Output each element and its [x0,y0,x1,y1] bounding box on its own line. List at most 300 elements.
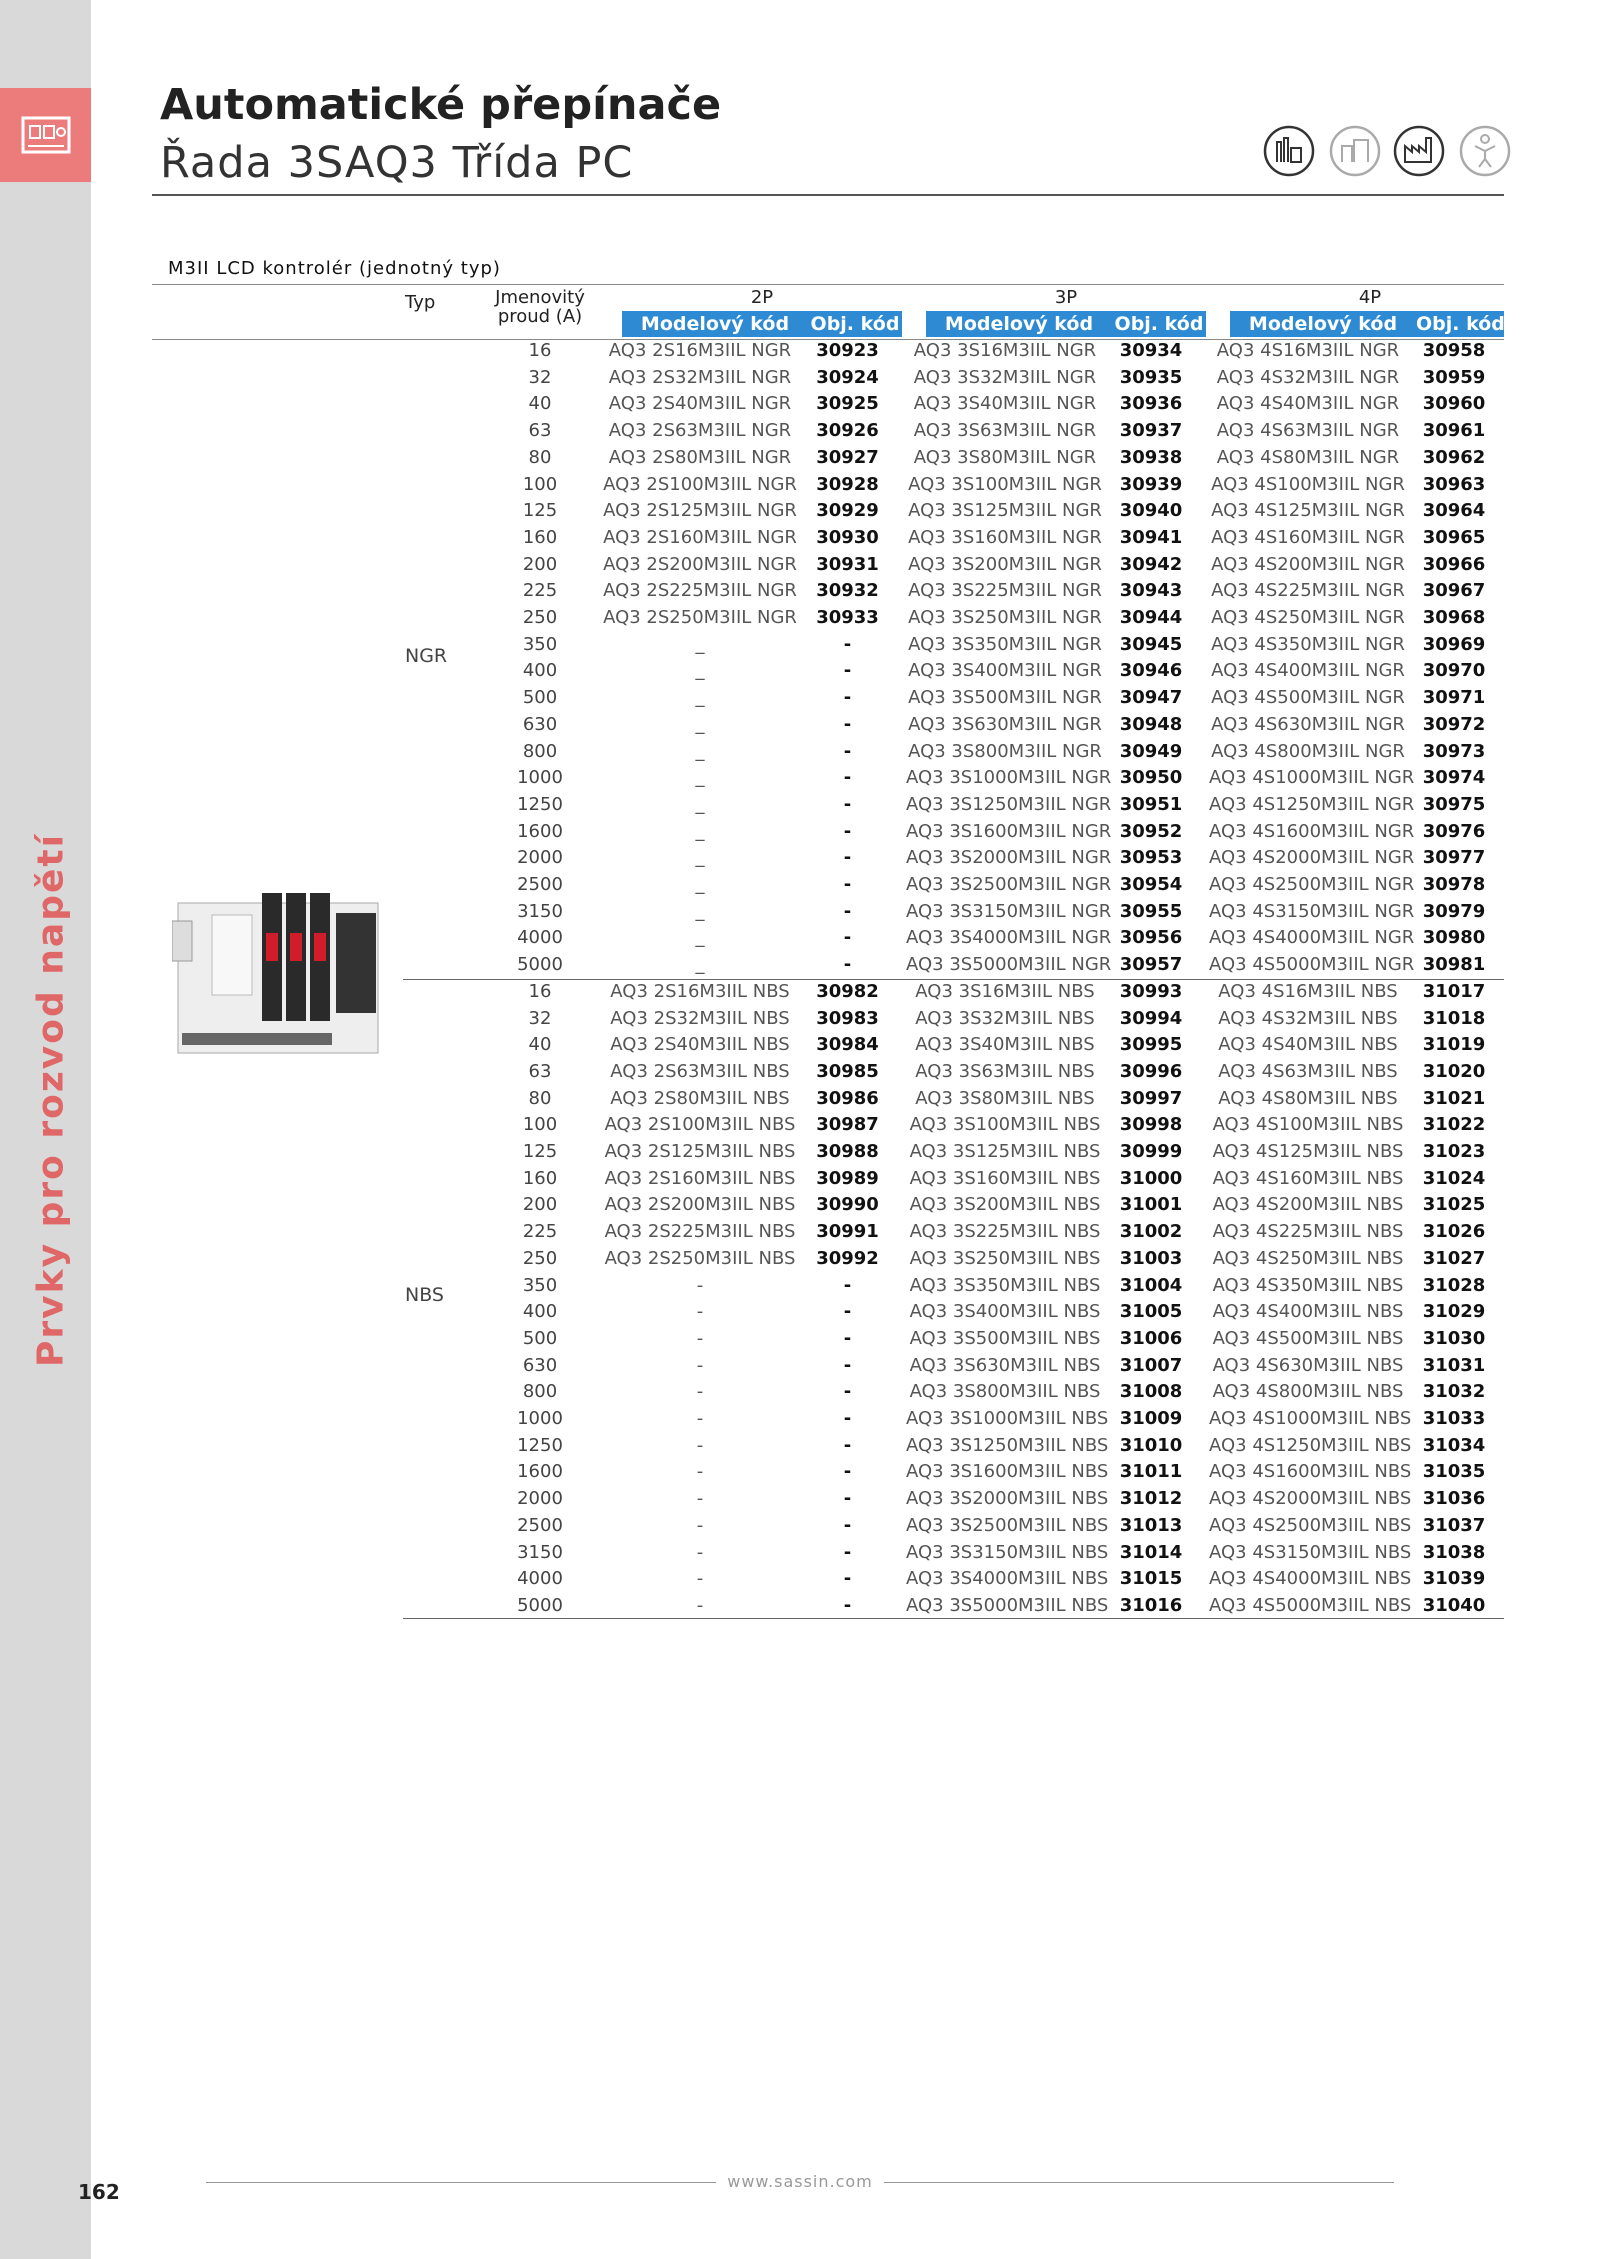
order-code-4p-cell: 30958 [1422,340,1486,361]
table-row [0,1246,1600,1273]
table-row [0,1139,1600,1166]
table-row [0,578,1600,605]
order-code-4p-cell: 31023 [1422,1141,1486,1162]
model-code-3p-cell: AQ3 3S400M3IIL NBS [909,1301,1101,1323]
model-code-3p-cell: AQ3 3S4000M3IIL NGR [906,927,1112,949]
order-code-3p-cell: 30951 [1119,793,1183,815]
model-code-4p-cell: AQ3 4S1000M3IIL NGR [1209,767,1415,789]
order-code-4p-cell: 30968 [1422,607,1486,628]
order-code-2p-cell: 30983 [816,1007,879,1029]
current-cell: 400 [522,1301,558,1323]
order-code-4p-cell: 30979 [1422,900,1486,922]
model-code-2p-cell: AQ3 2S40M3IIL NGR [608,393,792,415]
model-code-4p-cell: AQ3 4S2000M3IIL NBS [1209,1488,1412,1510]
model-code-4p-cell: AQ3 4S500M3IIL NGR [1211,687,1405,709]
model-code-4p-cell: AQ3 4S160M3IIL NGR [1211,526,1405,548]
order-code-2p-cell: 30923 [816,340,879,361]
model-code-4p-cell: AQ3 4S350M3IIL NGR [1211,633,1405,655]
order-code-2p-cell: 30982 [816,980,879,1002]
order-code-2p-cell: - [843,793,852,815]
order-code-4p-cell: 30970 [1422,660,1486,682]
order-code-4p-cell: 30969 [1422,633,1486,655]
model-code-3p-cell: AQ3 3S1250M3IIL NBS [906,1434,1109,1456]
model-code-4p-cell: AQ3 4S100M3IIL NGR [1211,473,1405,495]
table-row [0,525,1600,552]
table-row [0,1006,1600,1033]
order-code-2p-cell: 30924 [816,366,879,388]
order-code-2p-cell: - [843,1461,852,1483]
model-code-2p-cell: AQ3 2S40M3IIL NBS [610,1034,790,1056]
order-code-2p-cell: 30984 [816,1034,879,1056]
table-row [0,1459,1600,1486]
current-cell: 5000 [517,954,563,976]
order-code-2p-cell: - [843,927,852,949]
order-code-4p-cell: 31021 [1422,1087,1486,1109]
table-row [0,472,1600,499]
order-code-3p-cell: 30957 [1119,954,1183,976]
current-cell: 200 [522,553,558,575]
current-cell: 250 [522,607,558,628]
model-code-2p-cell: _ [695,927,705,949]
footer-url: www.sassin.com [727,2172,873,2191]
order-code-2p-cell: 30929 [816,500,879,522]
office-building-icon [1328,124,1382,178]
model-code-3p-cell: AQ3 3S2000M3IIL NGR [906,847,1112,869]
model-code-3p-cell: AQ3 3S63M3IIL NGR [913,420,1097,442]
order-code-3p-cell: 30952 [1119,820,1183,842]
model-code-4p-cell: AQ3 4S250M3IIL NBS [1212,1247,1404,1269]
order-code-3p-cell: 30949 [1119,740,1183,762]
model-code-4p-cell: AQ3 4S1000M3IIL NBS [1209,1408,1412,1429]
model-code-2p-cell: _ [695,820,705,842]
order-code-4p-cell: 30966 [1422,553,1486,575]
table-row [0,1540,1600,1567]
table-row [0,391,1600,418]
model-code-3p-cell: AQ3 3S4000M3IIL NBS [906,1568,1109,1590]
model-code-3p-cell: AQ3 3S200M3IIL NGR [908,553,1102,575]
page-subtitle: Řada 3SAQ3 Třída PC [160,138,634,188]
current-cell: 225 [522,580,558,602]
current-cell: 4000 [517,1568,563,1590]
order-code-2p-cell: - [843,767,852,789]
current-cell: 3150 [517,1541,563,1563]
model-code-4p-cell: AQ3 4S225M3IIL NBS [1212,1221,1404,1243]
table-row [0,365,1600,392]
model-code-3p-cell: AQ3 3S40M3IIL NGR [913,393,1097,415]
model-code-3p-cell: AQ3 3S5000M3IIL NGR [906,954,1112,976]
model-code-4p-cell: AQ3 4S800M3IIL NGR [1211,740,1405,762]
current-cell: 63 [528,1060,552,1082]
model-code-3p-cell: AQ3 3S32M3IIL NGR [913,366,1097,388]
table-row [0,1433,1600,1460]
order-code-2p-cell: - [843,820,852,842]
current-cell: 100 [522,473,558,495]
order-code-2p-cell: 30992 [816,1247,879,1269]
order-code-2p-cell: - [843,847,852,869]
order-code-4p-cell: 30967 [1422,580,1486,602]
model-code-2p-cell: _ [695,633,705,655]
current-cell: 63 [528,420,552,442]
order-code-4p-cell: 31033 [1422,1408,1486,1429]
switch-device-icon [20,110,72,160]
model-code-2p-cell: - [696,1594,704,1616]
model-code-2p-cell: _ [695,793,705,815]
order-code-4p-cell: 30980 [1422,927,1486,949]
model-code-3p-cell: AQ3 3S400M3IIL NGR [908,660,1102,682]
order-code-3p-cell: 30999 [1119,1141,1183,1162]
model-code-3p-cell: AQ3 3S500M3IIL NGR [908,687,1102,709]
order-code-3p-cell: 30994 [1119,1007,1183,1029]
model-code-4p-cell: AQ3 4S5000M3IIL NGR [1209,954,1415,976]
order-code-4p-cell: 30965 [1422,526,1486,548]
order-code-4p-cell: 31028 [1422,1274,1486,1296]
order-code-4p-cell: 31017 [1422,980,1486,1002]
model-code-2p-cell: AQ3 2S63M3IIL NGR [608,420,792,442]
order-code-3p-cell: 31002 [1119,1221,1183,1243]
model-code-3p-cell: AQ3 3S800M3IIL NGR [908,740,1102,762]
order-code-2p-cell: - [843,1594,852,1616]
model-code-4p-cell: AQ3 4S200M3IIL NGR [1211,553,1405,575]
current-cell: 250 [522,1247,558,1269]
order-code-4p-cell: 30972 [1422,713,1486,735]
table-row [0,1406,1600,1433]
model-code-3p-cell: AQ3 3S80M3IIL NGR [913,446,1097,468]
order-code-2p-cell: - [843,740,852,762]
order-code-3p-cell: 31015 [1119,1568,1183,1590]
order-code-2p-cell: - [843,660,852,682]
model-code-2p-cell: _ [695,740,705,762]
model-code-3p-cell: AQ3 3S63M3IIL NBS [915,1060,1095,1082]
model-code-4p-cell: AQ3 4S800M3IIL NBS [1212,1381,1404,1403]
current-cell: 3150 [517,900,563,922]
model-code-3p-cell: AQ3 3S2500M3IIL NBS [906,1514,1109,1536]
order-code-4p-cell: 31020 [1422,1060,1486,1082]
order-code-3p-cell: 30934 [1119,340,1183,361]
order-code-2p-cell: 30927 [816,446,879,468]
order-code-3p-cell: 31001 [1119,1194,1183,1216]
model-code-2p-cell: AQ3 2S160M3IIL NGR [603,526,797,548]
current-cell: 2500 [517,874,563,895]
model-code-2p-cell: - [696,1274,704,1296]
model-code-4p-cell: AQ3 4S225M3IIL NGR [1211,580,1405,602]
current-cell: 100 [522,1114,558,1136]
order-code-2p-cell: 30989 [816,1167,879,1189]
type-label-nbs: NBS [405,1284,444,1306]
order-code-2p-cell: - [843,1568,852,1590]
current-cell: 16 [528,340,552,361]
model-code-3p-cell: AQ3 3S225M3IIL NGR [908,580,1102,602]
order-code-2p-cell: 30987 [816,1114,879,1136]
order-code-3p-cell: 30955 [1119,900,1183,922]
model-code-3p-cell: AQ3 3S1600M3IIL NBS [906,1461,1109,1483]
current-cell: 80 [528,446,552,468]
model-code-2p-cell: AQ3 2S16M3IIL NGR [608,340,792,361]
table-row [0,819,1600,846]
current-cell: 630 [522,713,558,735]
table-row [0,338,1600,365]
table-row [0,1593,1600,1620]
model-code-2p-cell: - [696,1514,704,1536]
order-code-4p-cell: 30973 [1422,740,1486,762]
current-cell: 160 [522,526,558,548]
model-code-header-2p: Modelový kód [622,311,808,337]
model-code-2p-cell: AQ3 2S16M3IIL NBS [610,980,790,1002]
page-number: 162 [78,2180,120,2204]
current-cell: 350 [522,633,558,655]
model-code-3p-cell: AQ3 3S1600M3IIL NGR [906,820,1112,842]
model-code-3p-cell: AQ3 3S3150M3IIL NGR [906,900,1112,922]
order-code-3p-cell: 30995 [1119,1034,1183,1056]
order-code-4p-cell: 30961 [1422,420,1486,442]
order-code-2p-cell: 30991 [816,1221,879,1243]
table-row [0,605,1600,632]
order-code-2p-cell: 30933 [816,607,879,628]
model-code-3p-cell: AQ3 3S800M3IIL NBS [909,1381,1101,1403]
model-code-3p-cell: AQ3 3S5000M3IIL NBS [906,1594,1109,1616]
order-code-4p-cell: 31027 [1422,1247,1486,1269]
type-header: Typ [405,292,436,313]
model-code-3p-cell: AQ3 3S100M3IIL NGR [908,473,1102,495]
current-cell: 80 [528,1087,552,1109]
table-row [0,1353,1600,1380]
order-code-4p-cell: 31029 [1422,1301,1486,1323]
table-row [0,445,1600,472]
model-code-3p-cell: AQ3 3S250M3IIL NGR [908,607,1102,628]
order-code-3p-cell: 31012 [1119,1488,1183,1510]
model-code-4p-cell: AQ3 4S500M3IIL NBS [1212,1327,1404,1349]
order-code-header-2p: Obj. kód [808,311,902,337]
order-code-3p-cell: 31014 [1119,1541,1183,1563]
model-code-3p-cell: AQ3 3S200M3IIL NBS [909,1194,1101,1216]
order-code-3p-cell: 31004 [1119,1274,1183,1296]
order-code-4p-cell: 30977 [1422,847,1486,869]
model-code-3p-cell: AQ3 3S500M3IIL NBS [909,1327,1101,1349]
table-bottom-rule [403,1618,1504,1619]
model-code-4p-cell: AQ3 4S350M3IIL NBS [1212,1274,1404,1296]
order-code-4p-cell: 30981 [1422,954,1486,976]
model-code-2p-cell: _ [695,847,705,869]
model-code-4p-cell: AQ3 4S630M3IIL NBS [1212,1354,1404,1376]
order-code-4p-cell: 31035 [1422,1461,1486,1483]
order-code-4p-cell: 31032 [1422,1381,1486,1403]
model-code-4p-cell: AQ3 4S4000M3IIL NGR [1209,927,1415,949]
table-row [0,498,1600,525]
current-cell: 1000 [517,767,563,789]
model-code-3p-cell: AQ3 3S125M3IIL NGR [908,500,1102,522]
table-row [0,1326,1600,1353]
model-code-4p-cell: AQ3 4S63M3IIL NGR [1216,420,1400,442]
order-code-3p-cell: 30956 [1119,927,1183,949]
order-code-3p-cell: 30950 [1119,767,1183,789]
order-code-3p-cell: 31010 [1119,1434,1183,1456]
model-code-2p-cell: _ [695,713,705,735]
order-code-4p-cell: 30962 [1422,446,1486,468]
table-row [0,632,1600,659]
model-code-4p-cell: AQ3 4S80M3IIL NBS [1218,1087,1398,1109]
current-cell: 225 [522,1221,558,1243]
table-row [0,872,1600,899]
order-code-2p-cell: - [843,1408,852,1429]
current-cell: 500 [522,1327,558,1349]
current-cell: 2000 [517,847,563,869]
order-code-2p-cell: - [843,633,852,655]
model-code-4p-cell: AQ3 4S40M3IIL NGR [1216,393,1400,415]
model-code-4p-cell: AQ3 4S1250M3IIL NBS [1209,1434,1412,1456]
model-code-2p-cell: _ [695,954,705,976]
current-cell: 800 [522,1381,558,1403]
order-code-4p-cell: 31037 [1422,1514,1486,1536]
order-code-3p-cell: 30997 [1119,1087,1183,1109]
order-code-3p-cell: 31000 [1119,1167,1183,1189]
model-code-2p-cell: AQ3 2S250M3IIL NGR [603,607,797,628]
table-row [0,1086,1600,1113]
group-header-3p: 3P [1054,287,1078,308]
model-code-4p-cell: AQ3 4S160M3IIL NBS [1212,1167,1404,1189]
order-code-2p-cell: - [843,900,852,922]
type-label-ngr: NGR [405,645,448,667]
order-code-3p-cell: 30948 [1119,713,1183,735]
order-code-4p-cell: 31040 [1422,1594,1486,1616]
model-code-4p-cell: AQ3 4S32M3IIL NGR [1216,366,1400,388]
order-code-3p-cell: 31007 [1119,1354,1183,1376]
table-row [0,792,1600,819]
order-code-3p-cell: 31009 [1119,1408,1183,1429]
order-code-header-3p: Obj. kód [1112,311,1206,337]
model-code-4p-cell: AQ3 4S125M3IIL NBS [1212,1141,1404,1162]
model-code-2p-cell: AQ3 2S225M3IIL NGR [603,580,797,602]
current-cell: 32 [528,1007,552,1029]
order-code-4p-cell: 31036 [1422,1488,1486,1510]
order-code-2p-cell: - [843,1514,852,1536]
current-cell: 5000 [517,1594,563,1616]
order-code-3p-cell: 31013 [1119,1514,1183,1536]
model-code-3p-cell: AQ3 3S80M3IIL NBS [915,1087,1095,1109]
order-code-header-4p: Obj. kód [1416,313,1505,335]
order-code-4p-cell: 30964 [1422,500,1486,522]
current-cell: 16 [528,980,552,1002]
model-code-4p-cell: AQ3 4S125M3IIL NGR [1211,500,1405,522]
model-code-3p-cell: AQ3 3S32M3IIL NBS [915,1007,1095,1029]
table-row [0,1566,1600,1593]
current-cell: 40 [528,393,552,415]
order-code-4p-cell: 31022 [1422,1114,1486,1136]
model-code-4p-cell: AQ3 4S1250M3IIL NGR [1209,793,1415,815]
current-cell: 1250 [517,793,563,815]
group-header-2p: 2P [750,287,774,308]
order-code-2p-cell: - [843,1434,852,1456]
current-cell: 32 [528,366,552,388]
model-code-2p-cell: - [696,1381,704,1403]
model-code-3p-cell: AQ3 3S350M3IIL NGR [908,633,1102,655]
model-code-3p-cell: AQ3 3S350M3IIL NBS [909,1274,1101,1296]
model-code-4p-cell: AQ3 4S1600M3IIL NGR [1209,820,1415,842]
header-rule [152,194,1504,196]
order-code-3p-cell: 31011 [1119,1461,1183,1483]
current-cell: 160 [522,1167,558,1189]
table-row [0,1299,1600,1326]
model-code-3p-cell: AQ3 3S630M3IIL NBS [909,1354,1101,1376]
order-code-3p-cell: 31008 [1119,1381,1183,1403]
table-row [0,685,1600,712]
order-code-2p-cell: 30926 [816,420,879,442]
order-code-2p-cell: - [843,1354,852,1376]
table-row [0,1032,1600,1059]
current-cell: 400 [522,660,558,682]
order-code-2p-cell: 30985 [816,1060,879,1082]
model-code-2p-cell: AQ3 2S200M3IIL NBS [604,1194,796,1216]
category-icon-box [0,88,91,182]
model-code-4p-cell: AQ3 4S16M3IIL NBS [1218,980,1398,1002]
order-code-4p-cell: 31034 [1422,1434,1486,1456]
model-code-4p-cell: AQ3 4S400M3IIL NGR [1211,660,1405,682]
order-code-4p-cell: 31039 [1422,1568,1486,1590]
model-code-4p-cell: AQ3 4S4000M3IIL NBS [1209,1568,1412,1590]
order-code-4p-cell: 30976 [1422,820,1486,842]
table-row [0,899,1600,926]
model-code-3p-cell: AQ3 3S630M3IIL NGR [908,713,1102,735]
model-code-4p-cell: AQ3 4S1600M3IIL NBS [1209,1461,1412,1483]
order-code-3p-cell: 31006 [1119,1327,1183,1349]
current-cell: 1000 [517,1408,563,1429]
model-code-2p-cell: - [696,1488,704,1510]
model-code-3p-cell: AQ3 3S160M3IIL NGR [908,526,1102,548]
current-cell: 800 [522,740,558,762]
model-code-4p-cell: AQ3 4S3150M3IIL NBS [1209,1541,1412,1563]
current-header-line1: Jmenovitý [495,287,585,308]
order-code-2p-cell: - [843,954,852,976]
current-cell: 2500 [517,1514,563,1536]
model-code-3p-cell: AQ3 3S3150M3IIL NBS [906,1541,1109,1563]
table-row [0,925,1600,952]
order-code-3p-cell: 30996 [1119,1060,1183,1082]
order-code-4p-cell: 30963 [1422,473,1486,495]
current-cell: 40 [528,1034,552,1056]
model-code-2p-cell: _ [695,687,705,709]
model-code-2p-cell: - [696,1434,704,1456]
table-row [0,1059,1600,1086]
order-code-3p-cell: 31003 [1119,1247,1183,1269]
order-code-4p-cell: 31024 [1422,1167,1486,1189]
order-code-3p-cell: 30941 [1119,526,1183,548]
model-code-2p-cell: - [696,1301,704,1323]
table-row [0,979,1600,1006]
group-header-4p: 4P [1358,287,1382,308]
model-code-header-4p: Modelový kód [1230,311,1416,337]
order-code-4p-cell: 30974 [1422,767,1486,789]
table-row [0,1192,1600,1219]
table-row [0,418,1600,445]
order-code-2p-cell: - [843,1274,852,1296]
table-row [0,712,1600,739]
order-code-3p-cell: 30953 [1119,847,1183,869]
order-code-3p-cell: 30937 [1119,420,1183,442]
model-code-2p-cell: AQ3 2S80M3IIL NBS [610,1087,790,1109]
order-code-4p-cell: 31031 [1422,1354,1486,1376]
order-code-3p-cell: 30935 [1119,366,1183,388]
model-code-2p-cell: - [696,1461,704,1483]
order-code-2p-cell: - [843,687,852,709]
group-separator-rule [403,979,1504,980]
order-code-2p-cell: 30986 [816,1087,879,1109]
order-code-3p-cell: 30946 [1119,660,1183,682]
model-code-2p-cell: AQ3 2S80M3IIL NGR [608,446,792,468]
model-code-4p-cell: AQ3 4S200M3IIL NBS [1212,1194,1404,1216]
model-code-2p-cell: _ [695,767,705,789]
model-code-4p-cell: AQ3 4S2500M3IIL NGR [1209,874,1415,895]
current-cell: 125 [522,500,558,522]
current-cell: 1600 [517,1461,563,1483]
current-cell: 200 [522,1194,558,1216]
